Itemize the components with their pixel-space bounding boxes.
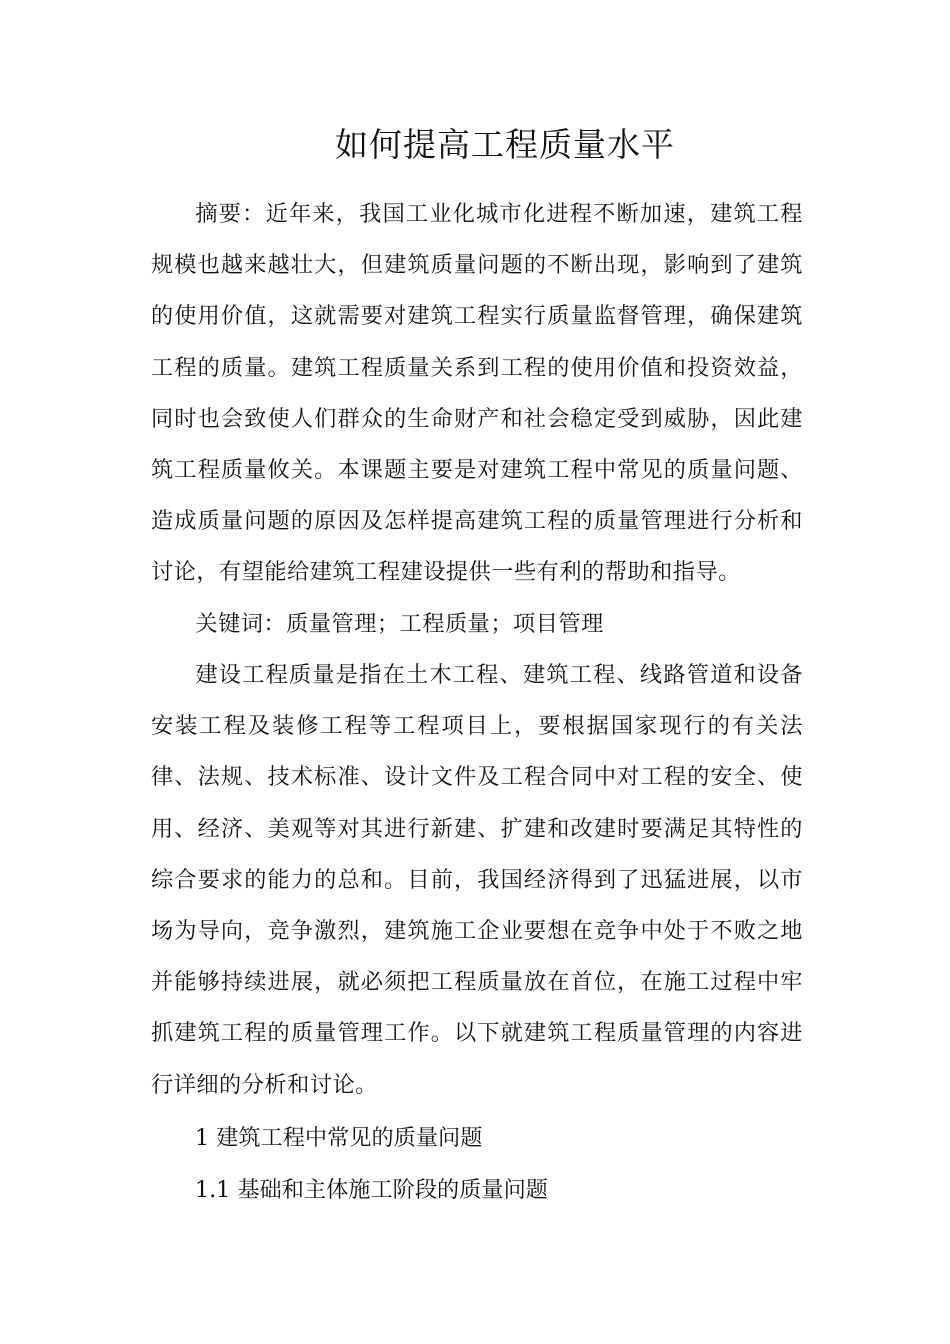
keywords-paragraph: 关键词：质量管理；工程质量；项目管理 bbox=[195, 611, 604, 637]
subsection-heading: 1.1 基础和主体施工阶段的质量问题 bbox=[195, 1177, 548, 1203]
document-title: 如何提高工程质量水平 bbox=[335, 125, 675, 164]
abstract-paragraph: 摘要：近年来，我国工业化城市化进程不断加速，建筑工程规模也越来越壮大，但建筑质量问题的不断出现，影响到了建筑的使用价值，这就需要对建筑工程实行质量监督管理，确保建筑工程的质量。建筑工程质量关系到工程的使用价值和投资效益，同时也会致使人们群众的生命财产和社会稳定受到威胁，因此建筑工程质量攸关。本课题主要是对建筑工程中常见的质量问题、造成质量问题的原因及怎样提高建筑工程的质量管理进行分析和讨论，有望能给建筑工程建设提供一些有利的帮助和指导。 bbox=[151, 201, 803, 586]
body-paragraph: 建设工程质量是指在土木工程、建筑工程、线路管道和设备安装工程及装修工程等工程项目上，要根据国家现行的有关法律、法规、技术标准、设计文件及工程合同中对工程的安全、使用、经济、美观等对其进行新建、扩建和改建时要满足其特性的综合要求的能力的总和。目前，我国经济得到了迅猛进展，以市场为导向，竞争激烈，建筑施工企业要想在竞争中处于不败之地并能够持续进展，就必须把工程质量放在首位，在施工过程中牢抓建筑工程的质量管理工作。以下就建筑工程质量管理的内容进行详细的分析和讨论。 bbox=[151, 662, 803, 1098]
section-heading: 1 建筑工程中常见的质量问题 bbox=[195, 1125, 483, 1151]
